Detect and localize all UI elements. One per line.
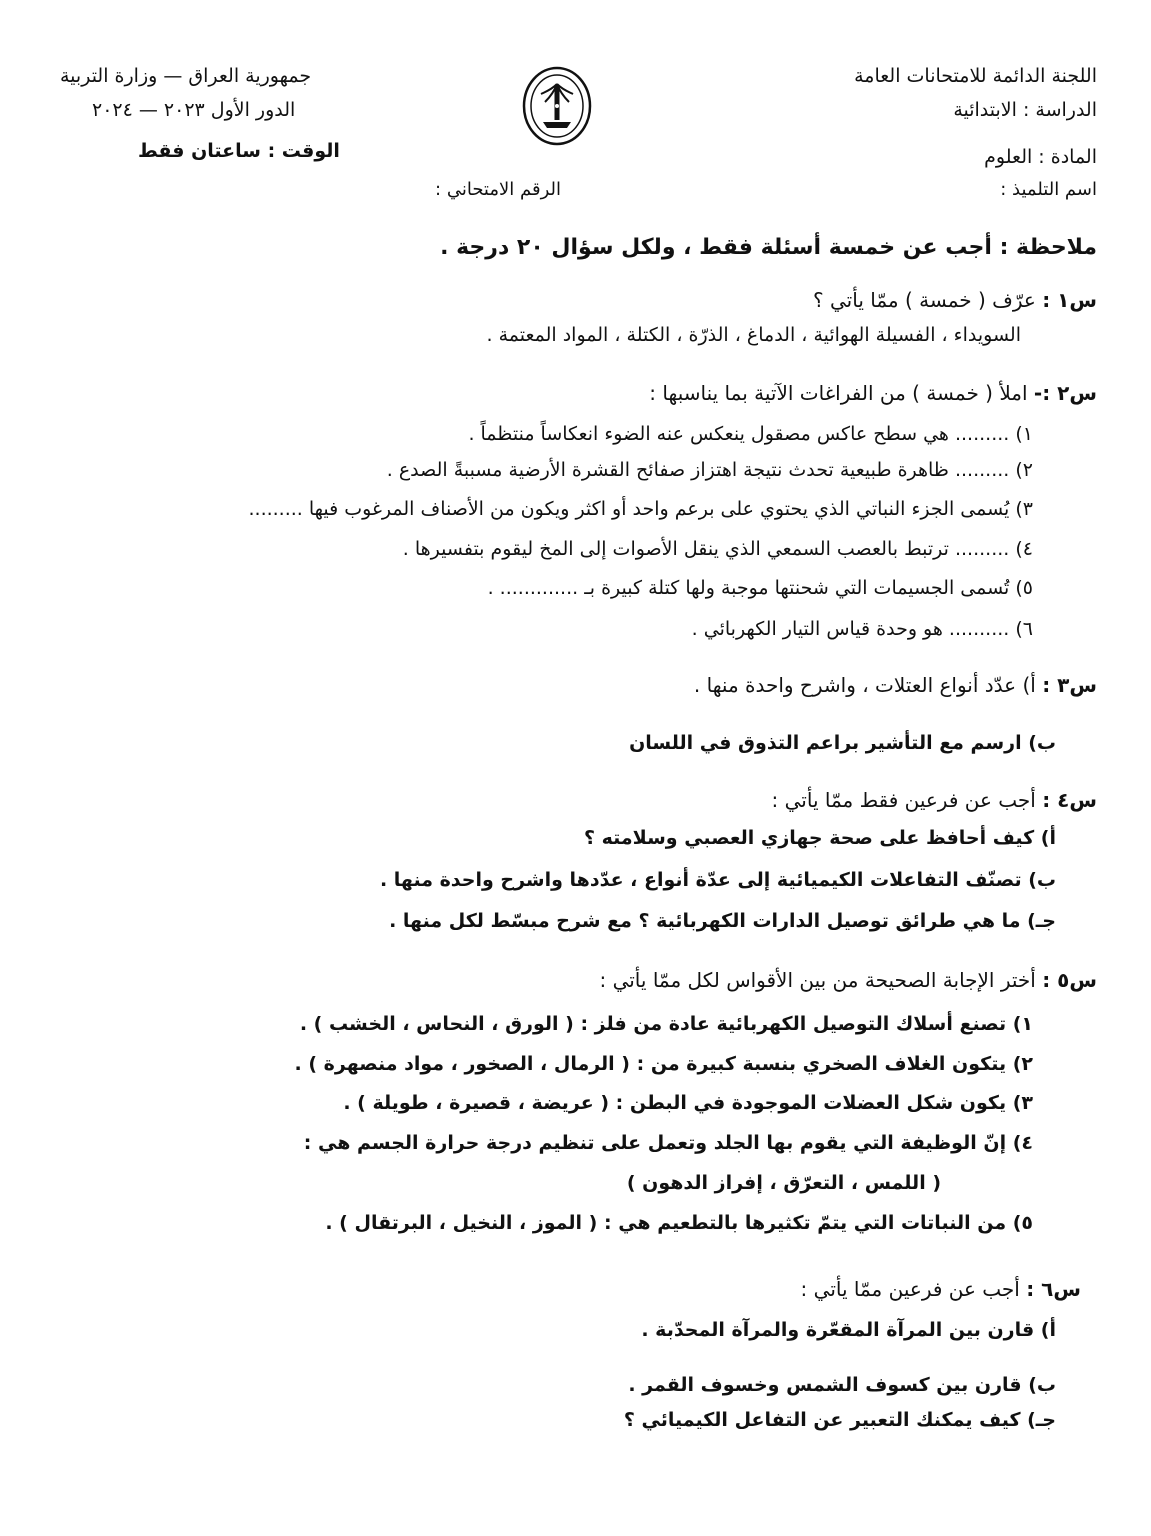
committee-name: اللجنة الدائمة للامتحانات العامة (854, 65, 1097, 87)
question-1-items: السويداء ، الفسيلة الهوائية ، الدماغ ، الذرّة ، الكتلة ، المواد المعتمة . (486, 324, 1021, 346)
question-3-header (694, 670, 1097, 700)
question-6-item: جـ) كيف يمكنك التعبير عن التفاعل الكيميائي ؟ (623, 1409, 1056, 1431)
question-2-item: ٣) يُسمى الجزء النباتي الذي يحتوي على برعم واحد أو اكثر ويكون من الأصناف المرغوب فيها ......... (248, 498, 1033, 520)
question-2-item: ١) ......... هي سطح عاكس مصقول ينعكس عنه الضوء انعكاساً منتظماً . (468, 423, 1033, 445)
question-2-header (649, 378, 1097, 408)
question-2-item: ٦) .......... هو وحدة قياس التيار الكهربائي . (691, 618, 1033, 640)
question-5-item: ٤) إنّ الوظيفة التي يقوم بها الجلد وتعمل على تنظيم درجة حرارة الجسم هي : (303, 1132, 1033, 1154)
question-2-prompt: املأ ( خمسة ) من الفراغات الآتية بما يناسبها : (649, 381, 1028, 405)
question-3-part-a: أ) عدّد أنواع العتلات ، واشرح واحدة منها . (693, 673, 1036, 697)
question-5-choices: ( اللمس ، التعرّق ، إفراز الدهون ) (626, 1172, 941, 1194)
question-5-item: ٣) يكون شكل العضلات الموجودة في البطن : ( عريضة ، قصيرة ، طويلة ) . (343, 1092, 1033, 1114)
question-6-header (801, 1274, 1081, 1304)
question-4-number: س٤ : (1042, 788, 1097, 812)
question-4-item: ب) تصنّف التفاعلات الكيميائية إلى عدّة أنواع ، عدّدها واشرح واحدة منها . (379, 869, 1056, 891)
question-2-number: س٢ :- (1033, 381, 1097, 405)
question-4-prompt: أجب عن فرعين فقط ممّا يأتي : (771, 788, 1036, 812)
question-5-number: س٥ : (1042, 968, 1097, 992)
exam-round: الدور الأول ٢٠٢٣ — ٢٠٢٤ (92, 99, 296, 121)
question-2-item: ٤) ......... ترتبط بالعصب السمعي الذي ينقل الأصوات إلى المخ ليقوم بتفسيرها . (402, 538, 1033, 560)
question-1-number: س١ : (1042, 288, 1097, 312)
exam-note: ملاحظة : أجب عن خمسة أسئلة فقط ، ولكل سؤال ٢٠ درجة . (440, 235, 1097, 260)
question-5-item: ٢) يتكون الغلاف الصخري بنسبة كبيرة من : ( الرمال ، الصخور ، مواد منصهرة ) . (294, 1053, 1033, 1075)
ministry-seal-icon (521, 64, 593, 148)
question-3-part-b: ب) ارسم مع التأشير براعم التذوق في اللسان (629, 732, 1056, 754)
question-1-prompt: عرّف ( خمسة ) ممّا يأتي ؟ (813, 288, 1036, 312)
question-2-item: ٢) ......... ظاهرة طبيعية تحدث نتيجة اهتزاز صفائح القشرة الأرضية مسببةً الصدع . (386, 459, 1033, 481)
question-6-item: ب) قارن بين كسوف الشمس وخسوف القمر . (628, 1374, 1056, 1396)
question-3-number: س٣ : (1042, 673, 1097, 697)
question-5-item: ٥) من النباتات التي يتمّ تكثيرها بالتطعيم هي : ( الموز ، النخيل ، البرتقال ) . (325, 1212, 1033, 1234)
question-4-item: أ) كيف أحافظ على صحة جهازي العصبي وسلامته ؟ (584, 827, 1056, 849)
question-4-header (772, 785, 1097, 815)
question-6-item: أ) قارن بين المرآة المقعّرة والمرآة المحدّبة . (641, 1319, 1056, 1341)
stage-label: الدراسة : الابتدائية (953, 99, 1097, 121)
question-5-header (599, 965, 1097, 995)
question-4-item: جـ) ما هي طرائق توصيل الدارات الكهربائية ؟ مع شرح مبسّط لكل منها . (389, 910, 1056, 932)
question-5-item: ١) تصنع أسلاك التوصيل الكهربائية عادة من فلز : ( الورق ، النحاس ، الخشب ) . (299, 1013, 1033, 1035)
exam-number-label: الرقم الامتحاني : (435, 179, 561, 200)
question-2-item: ٥) تُسمى الجسيمات التي شحنتها موجبة ولها كتلة كبيرة بـ ............. . (487, 577, 1033, 599)
question-5-prompt: أختر الإجابة الصحيحة من بين الأقواس لكل ممّا يأتي : (599, 968, 1036, 992)
student-name-label: اسم التلميذ : (1000, 179, 1097, 200)
subject-label: المادة : العلوم (984, 146, 1097, 168)
question-1-header (813, 285, 1097, 315)
exam-time: الوقت : ساعتان فقط (138, 140, 340, 162)
question-6-prompt: أجب عن فرعين ممّا يأتي : (800, 1277, 1020, 1301)
question-6-number: س٦ : (1026, 1277, 1081, 1301)
country-ministry: جمهورية العراق — وزارة التربية (60, 65, 312, 87)
